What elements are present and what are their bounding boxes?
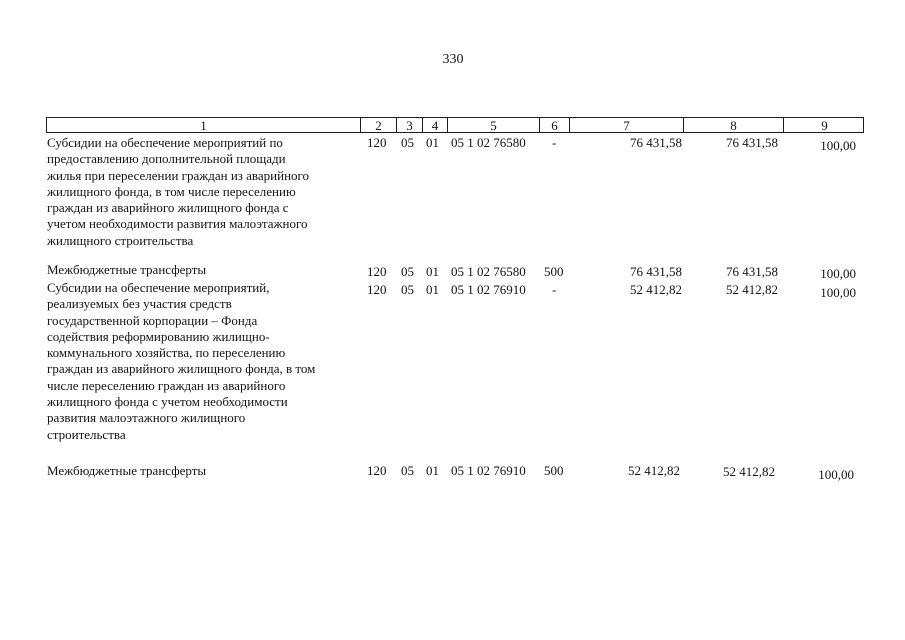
cell-code-6: - <box>552 282 557 297</box>
header-col-5: 5 <box>448 118 540 132</box>
header-col-3: 3 <box>397 118 423 132</box>
description-line: жилья при переселении граждан из аварийного <box>47 167 310 183</box>
cell-code-5: 05 1 02 76910 <box>451 282 526 297</box>
cell-value-8: 76 431,58 <box>726 264 778 279</box>
header-col-2: 2 <box>361 118 397 132</box>
description-line: государственной корпорации – Фонда <box>47 312 258 328</box>
description-line: строительства <box>47 426 126 442</box>
cell-code-3: 05 <box>401 135 414 150</box>
cell-value-7: 52 412,82 <box>628 463 680 478</box>
cell-code-2: 120 <box>367 264 387 279</box>
cell-value-8: 52 412,82 <box>726 282 778 297</box>
description-line: коммунального хозяйства, по переселению <box>47 345 286 361</box>
header-col-9: 9 <box>821 118 828 133</box>
description-line: Субсидии на обеспечение мероприятий по <box>47 135 283 150</box>
cell-code-5: 05 1 02 76910 <box>451 463 526 478</box>
cell-code-4: 01 <box>426 135 439 150</box>
cell-code-6: 500 <box>544 463 564 478</box>
description-line: жилищного строительства <box>47 232 194 248</box>
description-line: граждан из аварийного жилищного фонда с <box>47 200 289 216</box>
cell-code-5: 05 1 02 76580 <box>451 264 526 279</box>
cell-value-9: 100,00 <box>818 467 854 482</box>
description-line: развития малоэтажного жилищного <box>47 410 246 426</box>
row-description <box>47 262 352 278</box>
header-col-6: 6 <box>540 118 570 132</box>
cell-code-4: 01 <box>426 264 439 279</box>
description-line: реализуемых без участия средств <box>47 296 232 312</box>
cell-code-6: - <box>552 135 557 150</box>
page-number: 330 <box>442 52 464 67</box>
table-header <box>46 117 864 133</box>
row-description <box>47 280 352 443</box>
cell-code-3: 05 <box>401 463 414 478</box>
description-line: Субсидии на обеспечение мероприятий, <box>47 280 270 295</box>
cell-code-4: 01 <box>426 282 439 297</box>
description-line: Межбюджетные трансферты <box>47 463 207 478</box>
description-line: учетом необходимости развития малоэтажного <box>47 216 308 232</box>
row-description <box>47 463 352 479</box>
cell-code-2: 120 <box>367 135 387 150</box>
description-line: числе переселению граждан из аварийного <box>47 377 286 393</box>
cell-code-2: 120 <box>367 282 387 297</box>
cell-code-2: 120 <box>367 463 387 478</box>
cell-value-7: 76 431,58 <box>630 264 682 279</box>
header-col-4: 4 <box>423 118 448 132</box>
description-line: жилищного фонда, в том числе переселению <box>47 183 296 199</box>
cell-code-5: 05 1 02 76580 <box>451 135 526 150</box>
description-line: предоставлению дополнительной площади <box>47 151 286 167</box>
cell-code-4: 01 <box>426 463 439 478</box>
description-line: Межбюджетные трансферты <box>47 262 207 277</box>
cell-value-8: 52 412,82 <box>723 464 775 479</box>
cell-value-9: 100,00 <box>820 285 856 300</box>
description-line: граждан из аварийного жилищного фонда, в том <box>47 361 316 377</box>
header-col-1: 1 <box>47 118 361 132</box>
cell-value-7: 76 431,58 <box>630 135 682 150</box>
cell-value-9: 100,00 <box>820 138 856 153</box>
row-description <box>47 135 352 249</box>
cell-value-8: 76 431,58 <box>726 135 778 150</box>
cell-value-7: 52 412,82 <box>630 282 682 297</box>
cell-code-3: 05 <box>401 282 414 297</box>
header-col-8: 8 <box>684 118 784 132</box>
cell-code-6: 500 <box>544 264 564 279</box>
description-line: содействия реформированию жилищно- <box>47 328 270 344</box>
cell-value-9: 100,00 <box>820 266 856 281</box>
cell-code-3: 05 <box>401 264 414 279</box>
header-col-7: 7 <box>570 118 684 132</box>
description-line: жилищного фонда с учетом необходимости <box>47 394 288 410</box>
